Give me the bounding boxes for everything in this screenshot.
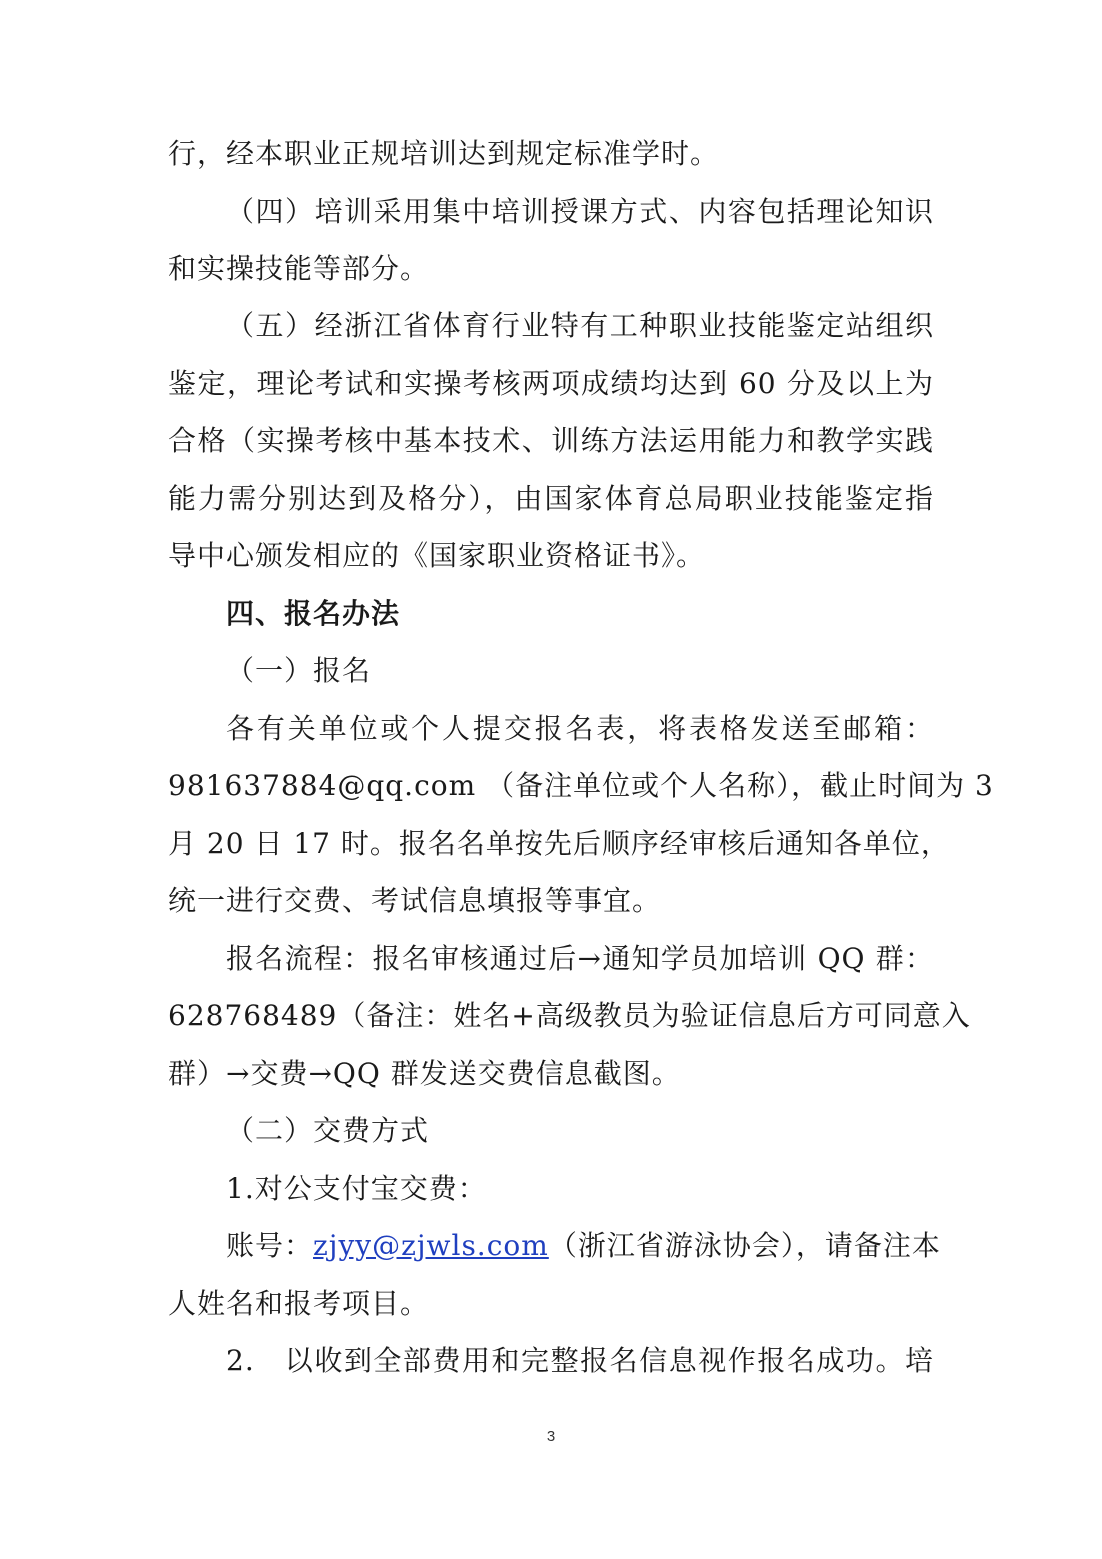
- paragraph-line: 行，经本职业正规培训达到规定标准学时。: [168, 137, 720, 170]
- paragraph-line: 鉴定，理论考试和实操考核两项成绩均达到 60 分及以上为: [168, 367, 934, 400]
- paragraph-line: （五）经浙江省体育行业特有工种职业技能鉴定站组织: [226, 309, 934, 342]
- paragraph-line: 各有关单位或个人提交报名表，将表格发送至邮箱：: [226, 712, 934, 745]
- paragraph-line: 群）→交费→QQ 群发送交费信息截图。: [168, 1057, 681, 1090]
- page-number: 3: [546, 1428, 556, 1445]
- paragraph-line: （四）培训采用集中培训授课方式、内容包括理论知识: [226, 195, 934, 228]
- paragraph-line: 报名流程：报名审核通过后→通知学员加培训 QQ 群：: [226, 942, 934, 975]
- paragraph-line: 导中心颁发相应的《国家职业资格证书》。: [168, 539, 706, 572]
- paragraph-line: 能力需分别达到及格分），由国家体育总局职业技能鉴定指: [168, 482, 934, 515]
- subsection-heading: （一）报名: [226, 654, 372, 687]
- account-label: 账号：: [226, 1229, 314, 1262]
- paragraph-line: 合格（实操考核中基本技术、训练方法运用能力和教学实践: [168, 424, 934, 457]
- account-note: （浙江省游泳协会），请备注本: [548, 1229, 941, 1262]
- paragraph-line: 人姓名和报考项目。: [168, 1287, 430, 1320]
- paragraph-line: 和实操技能等部分。: [168, 252, 430, 285]
- paragraph-line: 统一进行交费、考试信息填报等事宜。: [168, 884, 662, 917]
- paragraph-line: [226, 1226, 941, 1266]
- paragraph-line: 628768489（备注：姓名+高级教员为验证信息后方可同意入: [168, 999, 971, 1032]
- paragraph-line: 1.对公支付宝交费：: [226, 1172, 487, 1205]
- email-link[interactable]: zjyy@zjwls.com: [313, 1229, 549, 1262]
- paragraph-line: 981637884@qq.com （备注单位或个人名称），截止时间为 3: [168, 769, 994, 802]
- paragraph-line: 2. 以收到全部费用和完整报名信息视作报名成功。培: [226, 1344, 934, 1377]
- subsection-heading: （二）交费方式: [226, 1114, 430, 1147]
- paragraph-line: 月 20 日 17 时。报名名单按先后顺序经审核后通知各单位，: [168, 827, 950, 860]
- section-heading: 四、报名办法: [226, 597, 401, 630]
